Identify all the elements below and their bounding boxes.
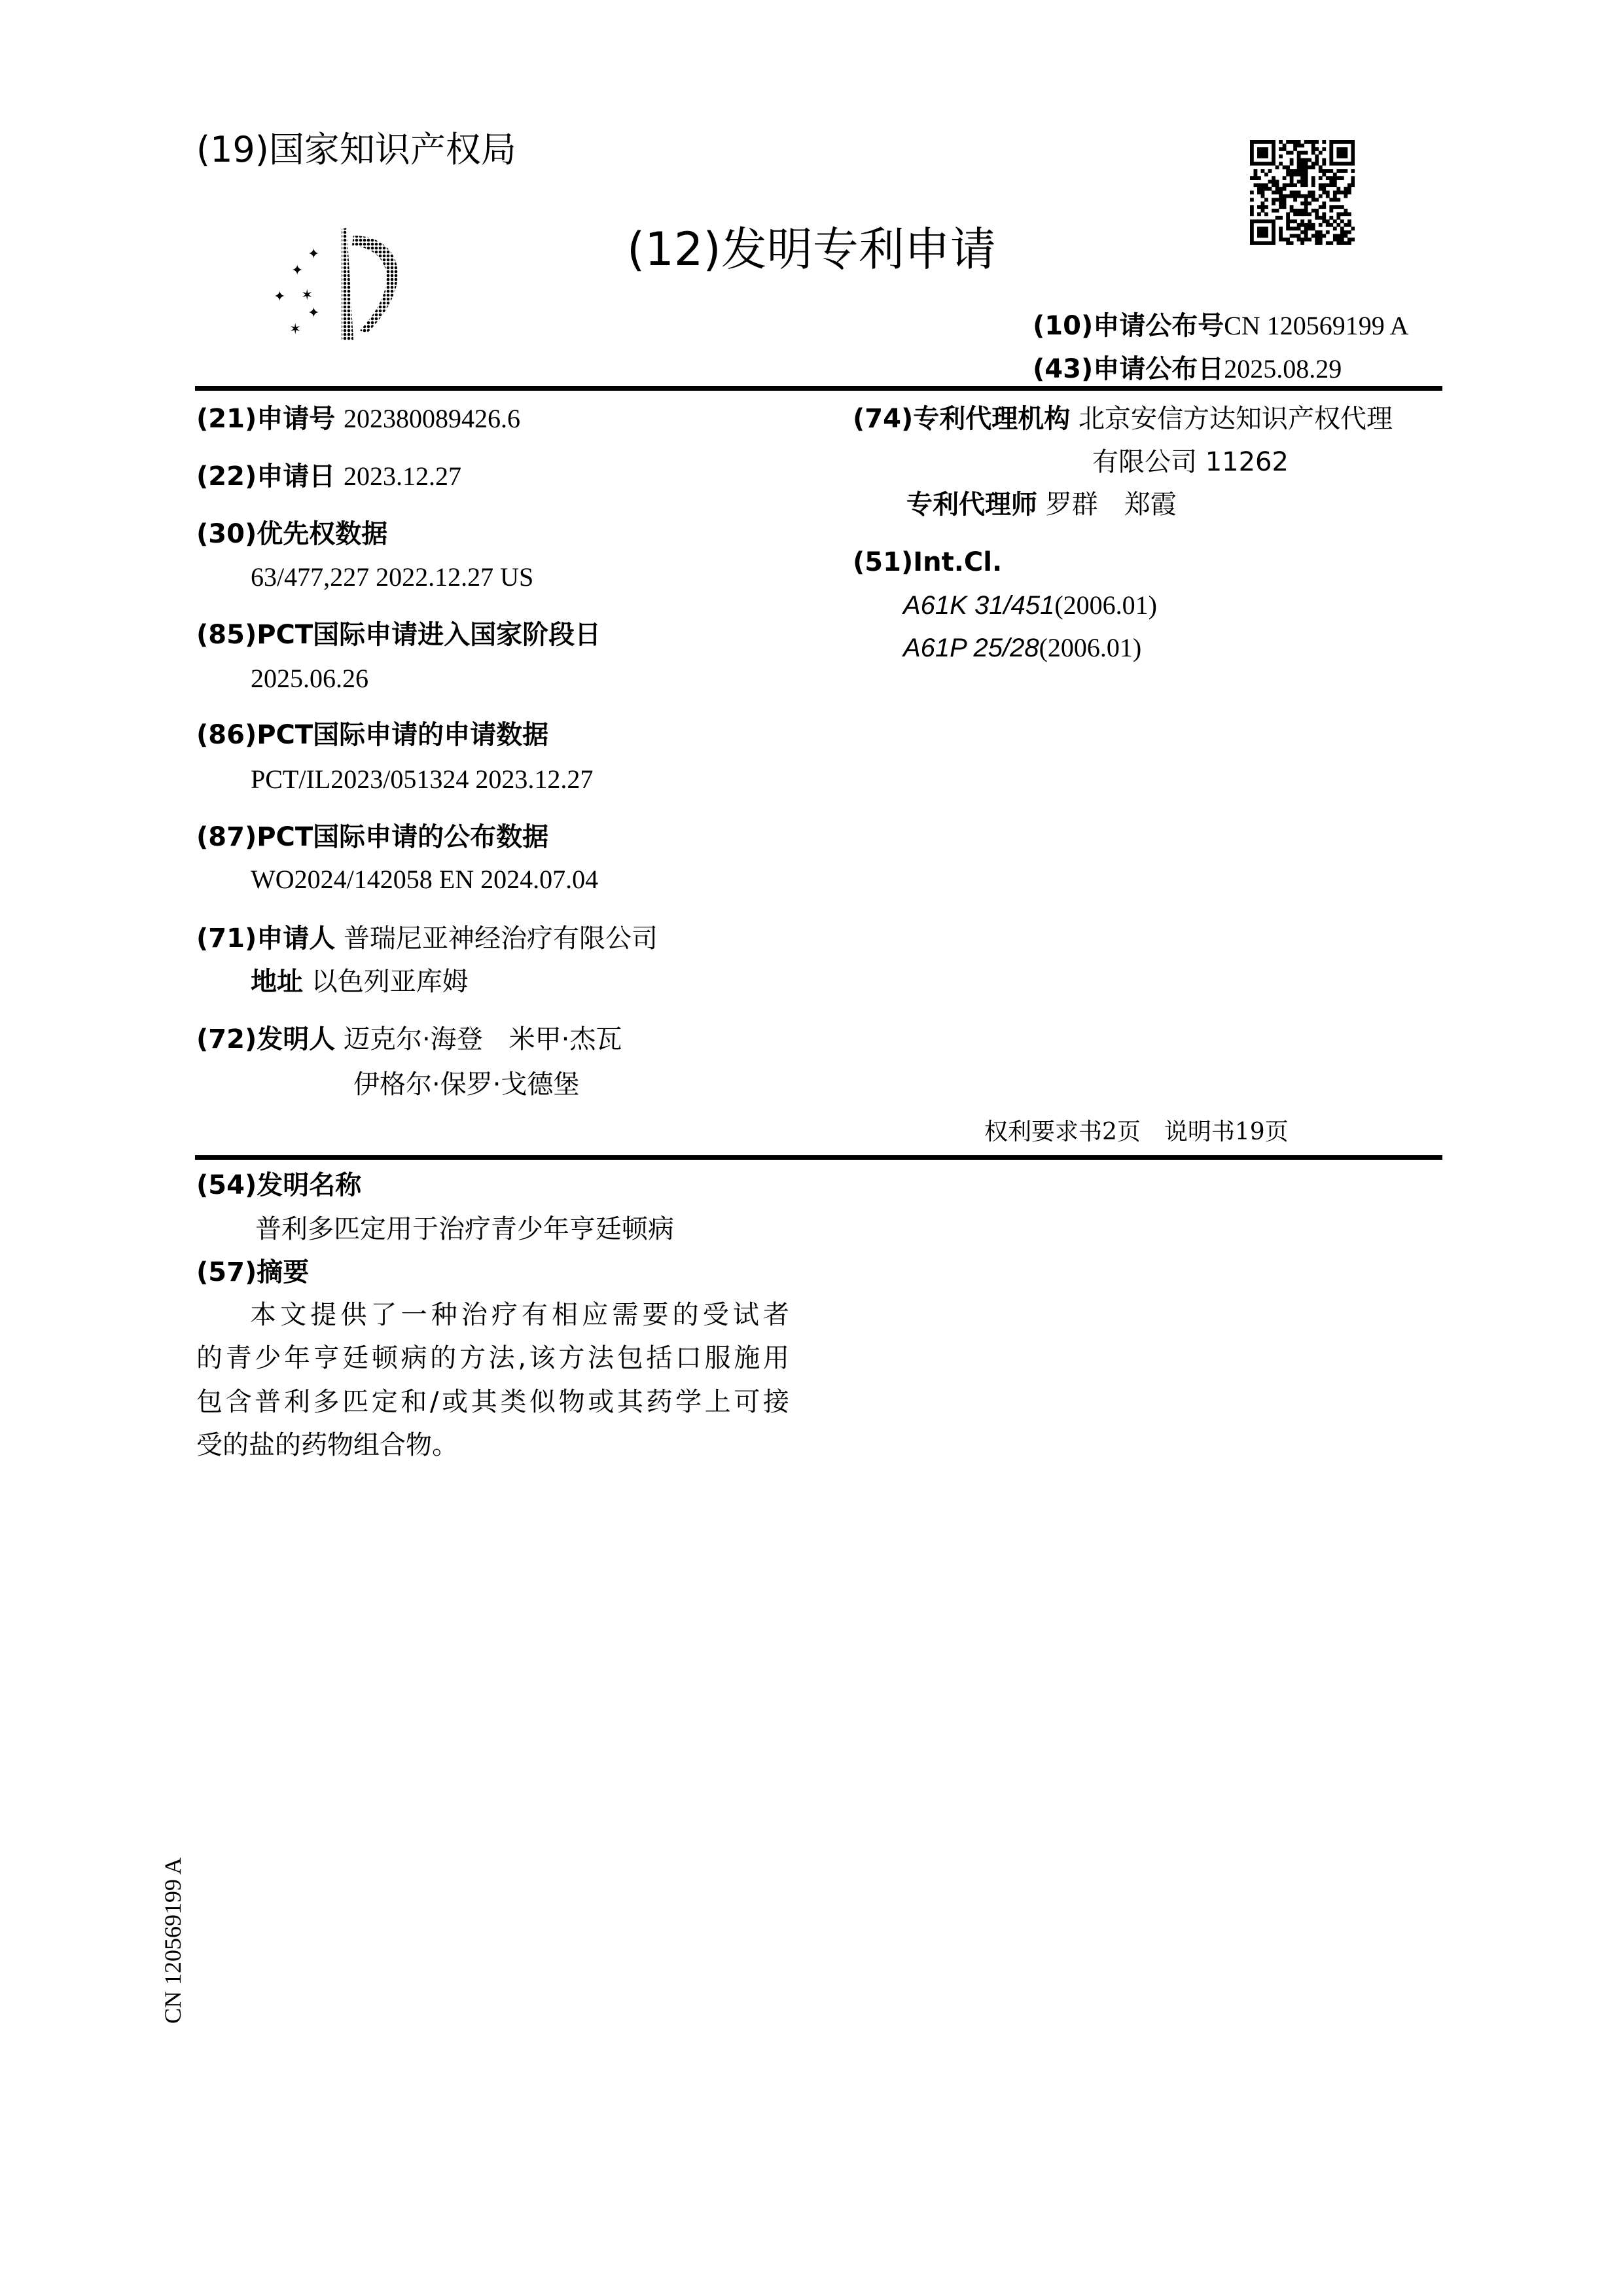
section-divider [195,1155,1442,1160]
pct-app-label: (86)PCT国际申请的申请数据 [196,722,548,748]
svg-text:✶: ✶ [289,321,301,338]
document-type: (12)发明专利申请 [627,226,996,272]
abstract-line: 包含普利多匹定和/或其类似物或其药学上可接 [196,1389,789,1415]
intcl-version: (2006.01) [1054,590,1157,620]
app-no: 202380089426.6 [344,404,520,433]
intcl-code: A61P 25/28 [903,634,1039,662]
applicant: 普瑞尼亚神经治疗有限公司 [344,924,658,954]
agent-label: 专利代理师 [906,490,1037,520]
address: 以色列亚库姆 [312,967,469,997]
svg-text:✦: ✦ [291,262,303,279]
address-label: 地址 [251,967,303,997]
app-date: 2023.12.27 [344,461,461,491]
page-count: 权利要求书2页 说明书19页 [984,1121,1289,1144]
svg-text:✦: ✦ [308,305,319,321]
app-no-label: (21)申请号 [196,404,335,434]
pub-date-label: (43)申请公布日 [1033,354,1224,384]
side-publication-number: CN 120569199 A [161,1857,185,2024]
inventor-label: (72)发明人 [196,1024,335,1054]
abstract-line: 受的盐的药物组合物。 [196,1432,789,1458]
intcl-label: (51)Int.Cl. [853,549,1002,575]
agency-continued: 有限公司 11262 [1092,449,1289,475]
pct-pub-label: (87)PCT国际申请的公布数据 [196,824,548,850]
svg-text:✦: ✦ [274,289,285,305]
app-date-label: (22)申请日 [196,461,335,492]
qr-code[interactable] [1250,140,1355,245]
header-divider [195,386,1442,391]
inventors-continued: 伊格尔·保罗·戈德堡 [353,1071,579,1098]
pct-app-data: PCT/IL2023/051324 2023.12.27 [251,766,593,793]
office-name: (19)国家知识产权局 [196,132,516,168]
title-label: (54)发明名称 [196,1172,361,1198]
abstract-line: 的青少年亨廷顿病的方法,该方法包括口服施用 [196,1345,789,1371]
agency: 北京安信方达知识产权代理 [1079,404,1393,434]
abstract-label: (57)摘要 [196,1259,309,1285]
pct-entry-date: 2025.06.26 [251,666,368,692]
pub-date: 2025.08.29 [1224,354,1342,384]
pub-no: CN 120569199 A [1224,311,1408,340]
agency-label: (74)专利代理机构 [853,404,1070,434]
svg-text:✶: ✶ [301,287,313,304]
pct-entry-label: (85)PCT国际申请进入国家阶段日 [196,622,601,648]
priority-data: 63/477,227 2022.12.27 US [251,564,533,590]
priority-label: (30)优先权数据 [196,521,387,547]
intcl-code: A61K 31/451 [903,591,1054,620]
applicant-label: (71)申请人 [196,924,335,954]
intcl-version: (2006.01) [1039,633,1142,662]
cnipa-logo [268,223,425,344]
inventors: 迈克尔·海登 米甲·杰瓦 [344,1024,622,1054]
abstract-line: 本文提供了一种治疗有相应需要的受试者 [196,1302,789,1328]
pct-pub-data: WO2024/142058 EN 2024.07.04 [251,867,598,893]
invention-title: 普利多匹定用于治疗青少年亨廷顿病 [255,1216,674,1242]
agents: 罗群 郑霞 [1046,490,1177,520]
svg-text:✦: ✦ [308,246,319,262]
pub-no-label: (10)申请公布号 [1033,311,1224,341]
